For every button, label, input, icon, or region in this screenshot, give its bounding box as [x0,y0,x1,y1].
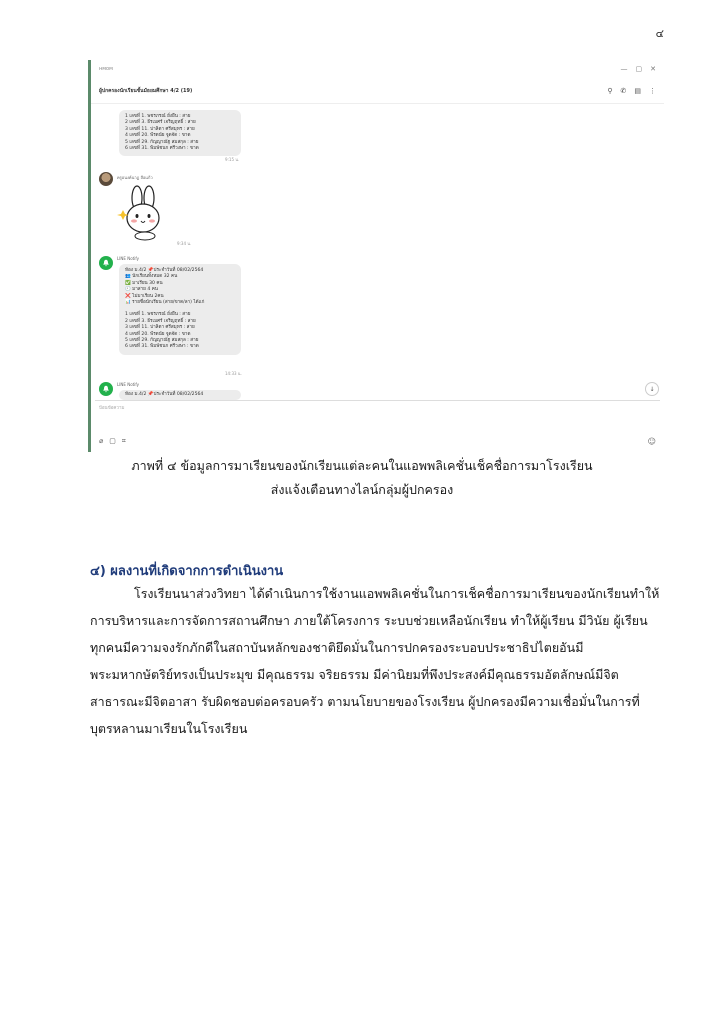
minimize-icon[interactable]: — [620,65,628,73]
line-notify-avatar[interactable] [99,382,113,396]
note-icon[interactable]: ▤ [634,86,641,95]
emoji-icon[interactable]: ☺ [647,437,656,446]
input-toolbar [99,437,126,446]
line-chat-screenshot [88,60,664,452]
list-item: 5 เลขที่ 29. กัญญาณัฐ สมสกุล : สาย [125,139,199,145]
crop-icon[interactable]: ⌗ [121,437,126,445]
notify-line: ✅ มาเรียน 30 คน [125,280,163,286]
window-topbar [91,60,664,78]
phone-icon[interactable]: ✆ [620,86,627,95]
notify-line: 5 เลขที่ 29. กัญญาณัฐ สมสกุล : สาย [125,338,199,344]
paragraph-line: โรงเรียนนาส่วงวิทยา ได้ดำเนินการใช้งานแอพพลิเคชั่นในการเช็คชื่อการมาเรียนของนักเรียนทำให้ [134,586,660,601]
bell-icon [102,259,110,267]
sender-name: LINE Notify [117,256,140,261]
chat-header [91,78,664,104]
chat-title[interactable]: ผู้ปกครองนักเรียนชั้นมัธยมศึกษา 4/2 (19) [99,87,193,94]
attach-icon[interactable]: ⌀ [99,437,104,445]
section-heading: ๔) ผลงานที่เกิดจากการดำเนินงาน [90,564,284,579]
paragraph-line: สาธารณะมีจิตอาสา รับผิดชอบต่อครอบครัว ตามนโยบายของโรงเรียน ผู้ปกครองมีความเชื่อมั่นในการที่ [90,694,640,709]
menu-icon[interactable]: ⋮ [649,86,656,95]
figure-caption-line2: ส่งแจ้งเตือนทางไลน์กลุ่มผู้ปกครอง [270,482,454,497]
figure-caption-line1: ภาพที่ ๔ ข้อมูลการมาเรียนของนักเรียนแต่ละคนในแอพพลิเคชั่นเช็คชื่อการมาโรงเรียน [131,458,593,473]
page-number: ๔ [655,27,664,40]
notify-line: ❌ ไม่มาเรียน 2คน [125,293,164,299]
list-item: 4 เลขที่ 20. พีรดนัย จูดจัด : ขาด [125,133,191,139]
app-name: ʜᴍᴏᴍ [99,66,113,72]
file-icon[interactable]: ▢ [109,437,116,445]
notify-line: 3 เลขที่ 11. ปาลิตา ศรีสมุทร : สาย [125,325,195,331]
sender-name: LINE Notify [117,382,140,387]
line-notify-avatar[interactable] [99,256,113,270]
notify-line: 2 เลขที่ 3. ธีรเมศร์ เจริญฤทธิ์ : สาย [125,318,196,324]
paragraph-line: พระมหากษัตริย์ทรงเป็นประมุข มีคุณธรรม จริยธรรม มีค่านิยมที่พึงประสงค์มีคุณธรรมอัตลักษณ์มีจิต [90,667,619,682]
list-item: 6 เลขที่ 31. พิมพ์ชนก ศรีวงษา : ขาด [125,146,199,152]
avatar[interactable] [99,172,113,186]
notify-line: 1 เลขที่ 1. พชรภรณ์ ยั่งยืน : สาย [125,312,191,318]
notify-line: ห้อง ม.4/2 📌ประจำวันที่ 08/02/2564 [125,268,204,273]
notify-line: 🕘 มาสาย 4 คน [125,287,158,293]
paragraph-line: บุตรหลานมาเรียนในโรงเรียน [90,721,248,736]
notify-line: ห้อง ม.4/2 📌ประจำวันที่ 08/02/2564 [125,392,204,397]
list-item: 2 เลขที่ 3. ธีรเมศร์ เจริญฤทธิ์ : สาย [125,120,196,126]
scroll-down-button[interactable]: ↓ [645,382,659,396]
notify-line: 6 เลขที่ 31. พิมพ์ชนก ศรีวงษา : ขาด [125,344,199,350]
cony-sticker-icon [115,184,173,242]
message-input[interactable]: ป้อนข้อความ [95,400,660,426]
search-icon[interactable]: ⚲ [607,86,613,95]
message-time: 9:15 น. [225,157,240,162]
notify-line: 4 เลขที่ 20. พีรดนัย จูดจัด : ขาด [125,331,191,337]
message-time: 9:34 น. [177,241,192,246]
attendance-list-bubble [119,110,241,156]
notify-bubble-partial [119,390,241,400]
list-item: 3 เลขที่ 11. ปาลิตา ศรีสมุทร : สาย [125,126,195,132]
notify-line: 👥 นักเรียนทั้งหมด 32 คน [125,274,178,280]
paragraph-line: การบริหารและการจัดการสถานศึกษา ภายใต้โครงการ ระบบช่วยเหลือนักเรียน ทำให้ผู้เรียน มีวินัย ผู้เรียน [90,613,648,628]
notify-line: 📊 รายชื่อนักเรียน (สาย/ขาด/ลา) ได้แก่ [125,300,205,306]
message-time: 14:33 น. [225,371,242,376]
sender-name: ครูอนงค์นาฏ ลือแก้ว [117,175,153,180]
notify-summary-bubble [119,264,241,355]
close-icon[interactable]: ✕ [650,65,656,73]
maximize-icon[interactable]: ▢ [635,65,643,73]
list-item: 1 เลขที่ 1. พชรภรณ์ ยั่งยืน : สาย [125,114,191,119]
paragraph-line: ทุกคนมีความจงรักภักดีในสถาบันหลักของชาติยึดมั่นในการปกครองระบอบประชาธิปไตยอันมี [90,640,584,655]
bell-icon [102,385,110,393]
